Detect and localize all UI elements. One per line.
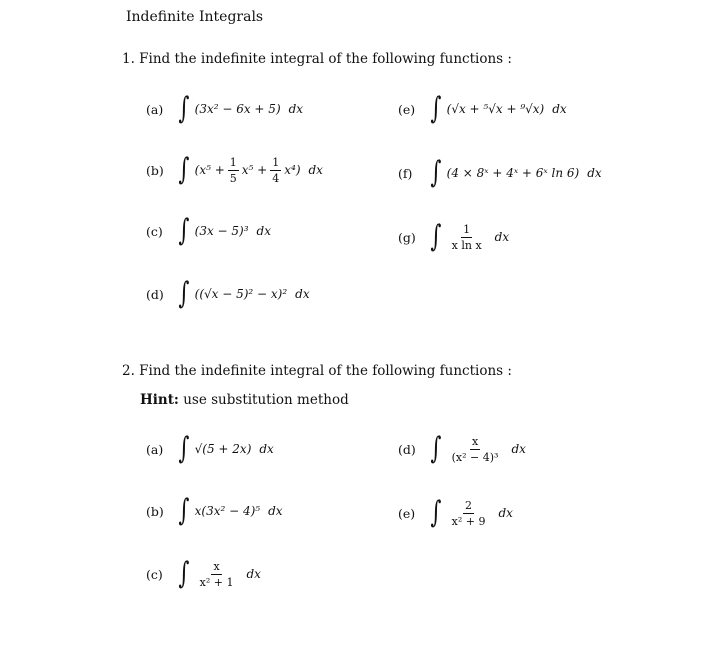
integral-sign-icon: ∫ — [178, 152, 190, 187]
numerator: 1 — [272, 155, 280, 169]
denominator: (x² − 4)³ — [451, 450, 499, 464]
integral-sign-icon: ∫ — [178, 91, 190, 126]
denominator: 4 — [272, 171, 280, 185]
differential: dx — [552, 102, 567, 116]
differential: dx — [256, 224, 271, 238]
problem-label: (e) — [398, 505, 416, 521]
integrand-part: (x⁵ + — [194, 163, 225, 177]
problem-label: (d) — [146, 286, 164, 302]
section-2-heading: 2. Find the indefinite integral of the following functions : — [122, 363, 512, 379]
problem-1c — [146, 206, 271, 256]
problem-2d — [398, 424, 526, 474]
problem-label: (a) — [146, 101, 164, 117]
fraction — [270, 156, 281, 185]
differential: dx — [259, 442, 274, 456]
fraction — [228, 156, 239, 185]
integrand: (4 × 8ˣ + 4ˣ + 6ˣ ln 6) — [446, 166, 580, 180]
problem-1a — [146, 84, 303, 134]
section-1-heading: 1. Find the indefinite integral of the following functions : — [122, 51, 512, 67]
integral-sign-icon: ∫ — [430, 155, 442, 190]
differential: dx — [288, 102, 304, 116]
problem-1f — [398, 148, 602, 198]
hint-text: use substitution method — [183, 392, 349, 408]
hint — [140, 392, 349, 408]
integral-sign-icon: ∫ — [430, 91, 442, 126]
hint-label: Hint: — [140, 392, 179, 408]
integral-sign-icon: ∫ — [178, 431, 190, 466]
differential: dx — [498, 506, 513, 520]
page-title: Indefinite Integrals — [126, 9, 264, 25]
integral-sign-icon: ∫ — [430, 431, 442, 466]
problem-2e — [398, 488, 513, 538]
numerator: 1 — [229, 155, 237, 169]
integral-sign-icon: ∫ — [430, 219, 442, 254]
integrand: (3x − 5)³ — [194, 224, 249, 238]
problem-2c — [146, 549, 261, 599]
problem-label: (b) — [146, 162, 164, 178]
integral-sign-icon: ∫ — [178, 493, 190, 528]
problem-label: (d) — [398, 441, 416, 457]
problem-label: (c) — [146, 566, 163, 582]
problem-label: (c) — [146, 223, 163, 239]
problem-1e — [398, 84, 567, 134]
integrand: x(3x² − 4)⁵ — [194, 504, 261, 518]
problem-2a — [146, 424, 274, 474]
differential: dx — [587, 166, 602, 180]
numerator: x — [471, 434, 479, 448]
integrand: (√x + ⁵√x + ⁹√x) — [446, 102, 545, 116]
integrand: ((√x − 5)² − x)² — [194, 287, 288, 301]
numerator: 1 — [463, 222, 471, 236]
integral-sign-icon: ∫ — [178, 213, 190, 248]
problem-label: (a) — [146, 441, 164, 457]
integrand-part: x⁵ + — [241, 163, 268, 177]
problem-1b — [146, 145, 323, 195]
differential: dx — [511, 442, 526, 456]
fraction — [198, 560, 236, 589]
problem-label: (e) — [398, 101, 416, 117]
denominator: x ln x — [451, 238, 482, 252]
integrand: (3x² − 6x + 5) — [194, 102, 281, 116]
problem-label: (b) — [146, 503, 164, 519]
denominator: x² + 1 — [199, 575, 234, 589]
fraction — [450, 435, 501, 464]
denominator: 5 — [229, 171, 237, 185]
differential: dx — [246, 567, 261, 581]
problem-2b — [146, 486, 283, 536]
differential: dx — [308, 163, 323, 177]
fraction — [450, 223, 484, 252]
integral-sign-icon: ∫ — [178, 556, 190, 591]
denominator: x² + 9 — [451, 514, 486, 528]
integral-sign-icon: ∫ — [430, 495, 442, 530]
differential: dx — [295, 287, 310, 301]
problem-1g — [398, 212, 509, 262]
problem-label: (f) — [398, 165, 413, 181]
numerator: 2 — [465, 498, 473, 512]
differential: dx — [268, 504, 283, 518]
integrand: √(5 + 2x) — [194, 442, 252, 456]
differential: dx — [494, 230, 510, 244]
numerator: x — [213, 559, 220, 573]
integral-sign-icon: ∫ — [178, 276, 190, 311]
fraction — [450, 499, 488, 528]
integrand-part: x⁴) — [284, 163, 301, 177]
problem-1d — [146, 269, 310, 319]
problem-label: (g) — [398, 229, 416, 245]
